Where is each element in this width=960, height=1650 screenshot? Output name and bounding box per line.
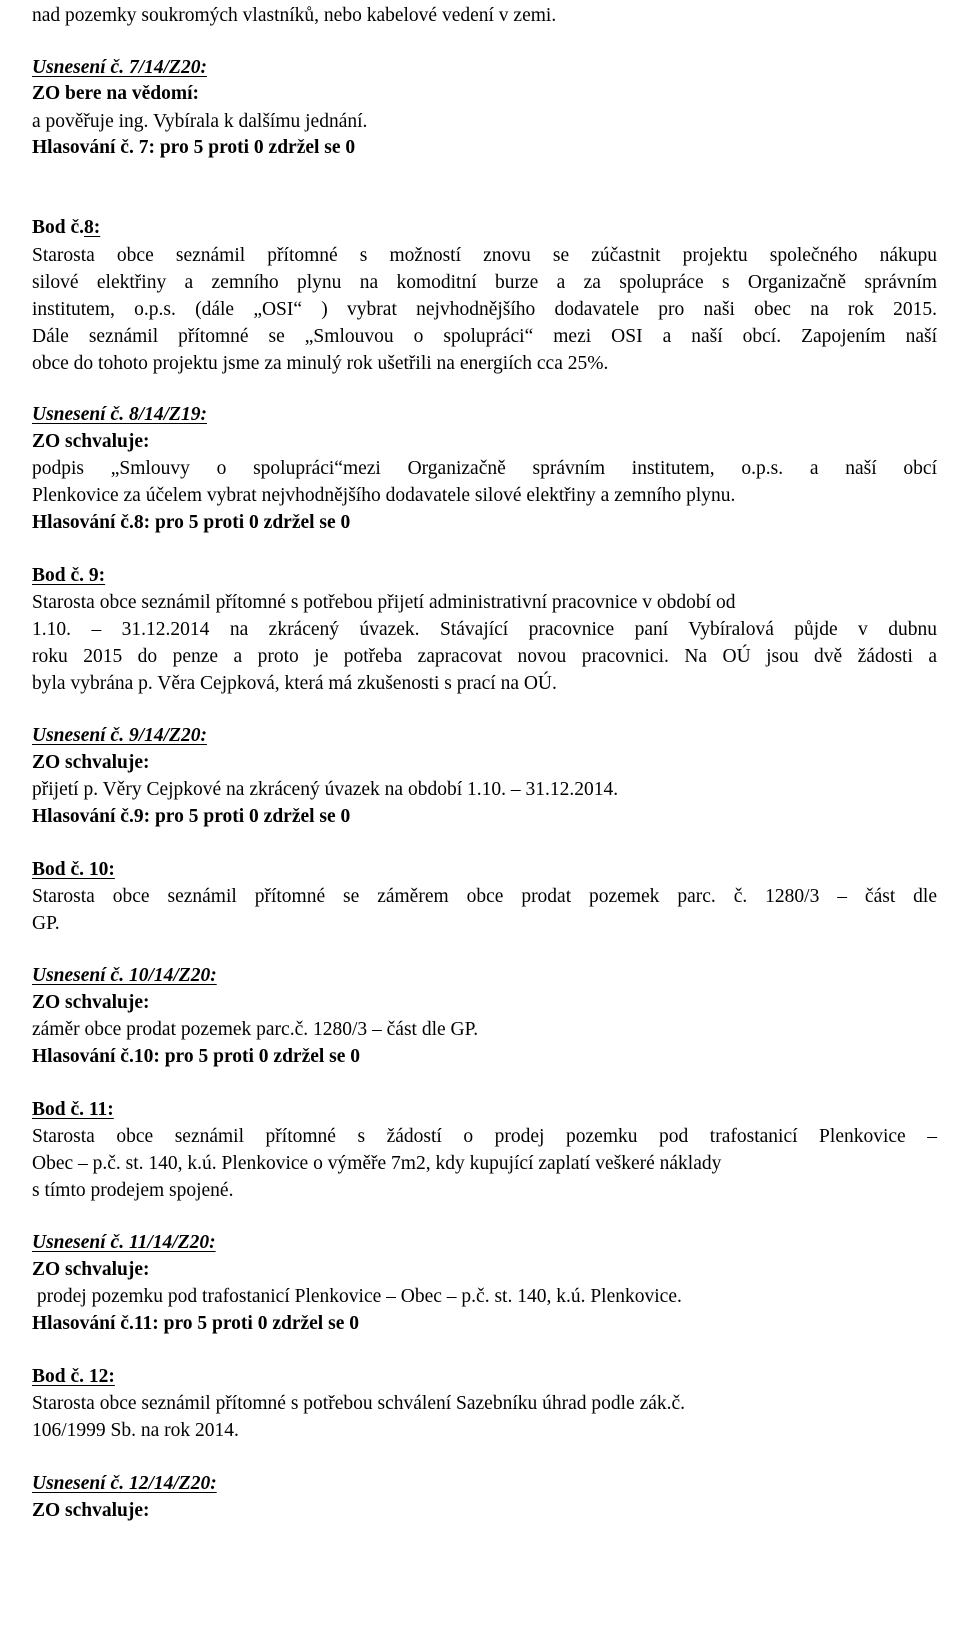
resolution-heading: Usnesení č. 7/14/Z20: [32,57,207,78]
text-line: Starosta obce seznámil přítomné se záměrem obce prodat pozemek parc. č. 1280/3 – část dle [32,886,937,907]
agenda-item-heading [32,218,100,238]
agenda-item-heading: Bod č. 10: [32,859,115,880]
vote-result: Hlasování č.9: pro 5 proti 0 zdržel se 0 [32,806,351,827]
resolution-action: ZO schvaluje: [32,1259,150,1280]
vote-result: Hlasování č.10: pro 5 proti 0 zdržel se 0 [32,1046,361,1067]
resolution-action: ZO bere na vědomí: [32,83,200,104]
vote-result: Hlasování č.8: pro 5 proti 0 zdržel se 0 [32,512,351,533]
text-line: byla vybrána p. Věra Cejpková, která má zkušenosti s prací na OÚ. [32,673,557,694]
resolution-heading: Usnesení č. 11/14/Z20: [32,1232,216,1253]
text-line: a pověřuje ing. Vybírala k dalšímu jednání. [32,111,368,132]
resolution-action: ZO schvaluje: [32,431,150,452]
text-line: institutem, o.p.s. (dále „OSI“ ) vybrat nejvhodnějšího dodavatele pro naši obec na rok 2015. [32,299,937,320]
resolution-heading: Usnesení č. 12/14/Z20: [32,1473,217,1494]
text-line: prodej pozemku pod trafostanicí Plenkovice – Obec – p.č. st. 140, k.ú. Plenkovice. [32,1286,682,1307]
text-line: Starosta obce seznámil přítomné s možností znovu se zúčastnit projektu společného nákupu [32,245,937,266]
vote-result: Hlasování č. 7: pro 5 proti 0 zdržel se 0 [32,137,356,158]
text-line: Obec – p.č. st. 140, k.ú. Plenkovice o výměře 7m2, kdy kupující zaplatí veškeré náklady [32,1153,722,1174]
text-line: s tímto prodejem spojené. [32,1180,234,1201]
agenda-item-heading: Bod č. 11: [32,1099,114,1120]
resolution-action: ZO schvaluje: [32,752,150,773]
text-line: Dále seznámil přítomné se „Smlouvou o spolupráci“ mezi OSI a naší obcí. Zapojením naší [32,326,937,347]
text-line: záměr obce prodat pozemek parc.č. 1280/3 – část dle GP. [32,1019,479,1040]
resolution-action: ZO schvaluje: [32,992,150,1013]
resolution-action: ZO schvaluje: [32,1500,150,1521]
text-line: silové elektřiny a zemního plynu na komoditní burze a za spolupráce s Organizačně správním [32,272,937,293]
agenda-item-heading: Bod č. 12: [32,1366,115,1387]
vote-result: Hlasování č.11: pro 5 proti 0 zdržel se 0 [32,1313,359,1334]
text-line: Plenkovice za účelem vybrat nejvhodnějšího dodavatele silové elektřiny a zemního plynu. [32,485,736,506]
text-line: Starosta obce seznámil přítomné s potřebou schválení Sazebníku úhrad podle zák.č. [32,1393,686,1414]
text-line: roku 2015 do penze a proto je potřeba zapracovat novou pracovnici. Na OÚ jsou dvě žádosti a [32,646,937,667]
agenda-item-heading: Bod č. 9: [32,565,106,586]
text-line: 106/1999 Sb. na rok 2014. [32,1420,239,1441]
text-line: přijetí p. Věry Cejpkové na zkrácený úvazek na období 1.10. – 31.12.2014. [32,779,619,800]
agenda-item-number: 8: [84,217,101,238]
text-line: podpis „Smlouvy o spolupráci“mezi Organizačně správním institutem, o.p.s. a naší obcí [32,458,937,479]
agenda-item-label: Bod č. [32,217,85,238]
text-line: GP. [32,913,60,934]
text-line: Starosta obce seznámil přítomné s potřebou přijetí administrativní pracovnice v období od [32,592,736,613]
resolution-heading: Usnesení č. 8/14/Z19: [32,404,207,425]
resolution-heading: Usnesení č. 9/14/Z20: [32,725,207,746]
text-line: Starosta obce seznámil přítomné s žádostí o prodej pozemku pod trafostanicí Plenkovice – [32,1126,937,1147]
resolution-heading: Usnesení č. 10/14/Z20: [32,965,217,986]
text-line: nad pozemky soukromých vlastníků, nebo kabelové vedení v zemi. [32,5,557,26]
text-line: 1.10. – 31.12.2014 na zkrácený úvazek. Stávající pracovnice paní Vybíralová půjde v dubnu [32,619,937,640]
text-line: obce do tohoto projektu jsme za minulý rok ušetřili na energiích cca 25%. [32,353,609,374]
